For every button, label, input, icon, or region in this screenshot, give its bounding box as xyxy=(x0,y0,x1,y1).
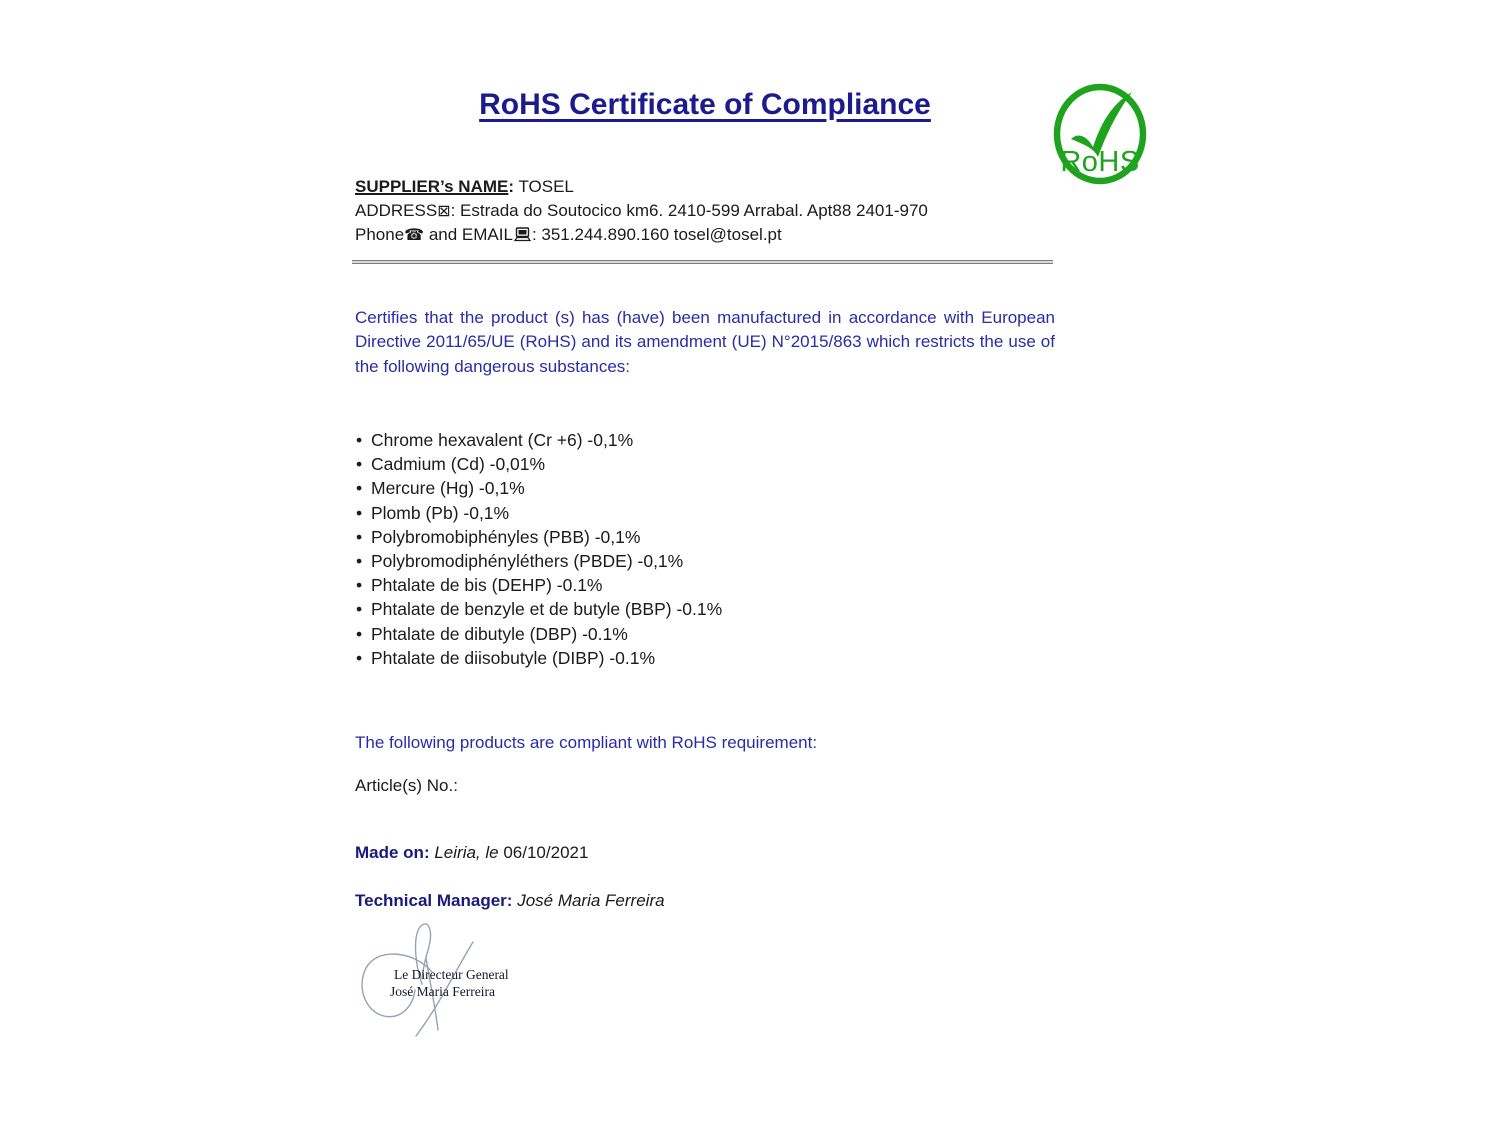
substance-text: Polybromodiphényléthers (PBDE) -0,1% xyxy=(371,551,684,572)
email-label: and EMAIL xyxy=(428,225,513,244)
list-item xyxy=(356,452,1056,476)
list-item xyxy=(356,476,1056,500)
substance-text: Polybromobiphényles (PBB) -0,1% xyxy=(371,526,641,547)
signature-title: Le Directeur General xyxy=(394,967,509,982)
bullet-marker xyxy=(356,573,371,597)
manager-label: Technical Manager: xyxy=(355,891,513,910)
list-item xyxy=(356,549,1056,573)
contact-line xyxy=(355,223,1055,247)
contact-value: : 351.244.890.160 tosel@tosel.pt xyxy=(531,225,782,244)
certification-statement: Certifies that the product (s) has (have) been manufactured in accordance with European Directive 2011/65/UE (RoHS) and its amendment (UE) N°2015/863 which restricts the use of the following dangerous substances: xyxy=(355,308,1055,376)
compliance-statement: The following products are compliant with RoHS requirement: xyxy=(355,733,818,752)
substance-list xyxy=(356,428,1056,670)
supplier-name-label: SUPPLIER’s NAME xyxy=(355,177,509,196)
supplier-name-separator: : xyxy=(508,177,515,196)
bullet-marker xyxy=(356,549,371,573)
address-value: : Estrada do Soutocico km6. 2410-599 Arrabal. Apt88 2401-970 xyxy=(450,201,928,220)
list-item xyxy=(356,525,1056,549)
substance-text: Cadmium (Cd) -0,01% xyxy=(371,454,546,475)
rohs-logo xyxy=(1052,82,1148,186)
list-item xyxy=(356,646,1056,670)
bullet-marker xyxy=(356,646,371,670)
bullet-marker xyxy=(356,452,371,476)
list-item xyxy=(356,622,1056,646)
signature-text xyxy=(390,966,509,1000)
substance-text: Plomb (Pb) -0,1% xyxy=(371,502,510,523)
made-on-line xyxy=(355,843,1055,863)
technical-manager-line xyxy=(355,891,1055,911)
phone-label: Phone xyxy=(355,225,405,244)
address-label: ADDRESS xyxy=(355,201,438,220)
manager-name: José Maria Ferreira xyxy=(517,891,665,910)
article-number-label: Article(s) No.: xyxy=(355,776,458,795)
substance-text: Phtalate de bis (DEHP) -0.1% xyxy=(371,575,603,596)
supplier-name-value: TOSEL xyxy=(518,177,574,196)
list-item xyxy=(356,573,1056,597)
phone-icon: ☎ xyxy=(404,225,425,244)
address-line xyxy=(355,199,1055,223)
logo-label: RoHS xyxy=(1060,146,1140,178)
made-on-date: 06/10/2021 xyxy=(503,843,589,862)
list-item xyxy=(356,501,1056,525)
made-on-place: Leiria, le xyxy=(434,843,499,862)
bullet-marker xyxy=(356,428,371,452)
bullet-marker xyxy=(356,525,371,549)
divider-line xyxy=(352,260,1053,264)
bullet-marker xyxy=(356,597,371,621)
substance-text: Phtalate de benzyle et de butyle (BBP) -0.1% xyxy=(371,599,723,620)
substance-text: Phtalate de dibutyle (DBP) -0.1% xyxy=(371,623,628,644)
made-on-label: Made on: xyxy=(355,843,430,862)
signature-block xyxy=(356,920,516,1050)
bullet-marker xyxy=(356,476,371,500)
substance-text: Phtalate de diisobutyle (DIBP) -0.1% xyxy=(371,647,656,668)
supplier-name-line xyxy=(355,175,1055,199)
bullet-marker xyxy=(356,501,371,525)
bullet-marker xyxy=(356,622,371,646)
substance-text: Chrome hexavalent (Cr +6) -0,1% xyxy=(371,430,634,450)
page-title: RoHS Certificate of Compliance xyxy=(479,88,931,121)
substance-text: Mercure (Hg) -0,1% xyxy=(371,478,525,499)
computer-icon xyxy=(514,227,531,242)
signature-name: José Maria Ferreira xyxy=(390,984,495,999)
envelope-icon: ⊠ xyxy=(437,201,451,220)
list-item xyxy=(356,428,1056,452)
supplier-info xyxy=(355,175,1055,247)
list-item xyxy=(356,597,1056,621)
rohs-logo-graphic xyxy=(1052,82,1148,186)
